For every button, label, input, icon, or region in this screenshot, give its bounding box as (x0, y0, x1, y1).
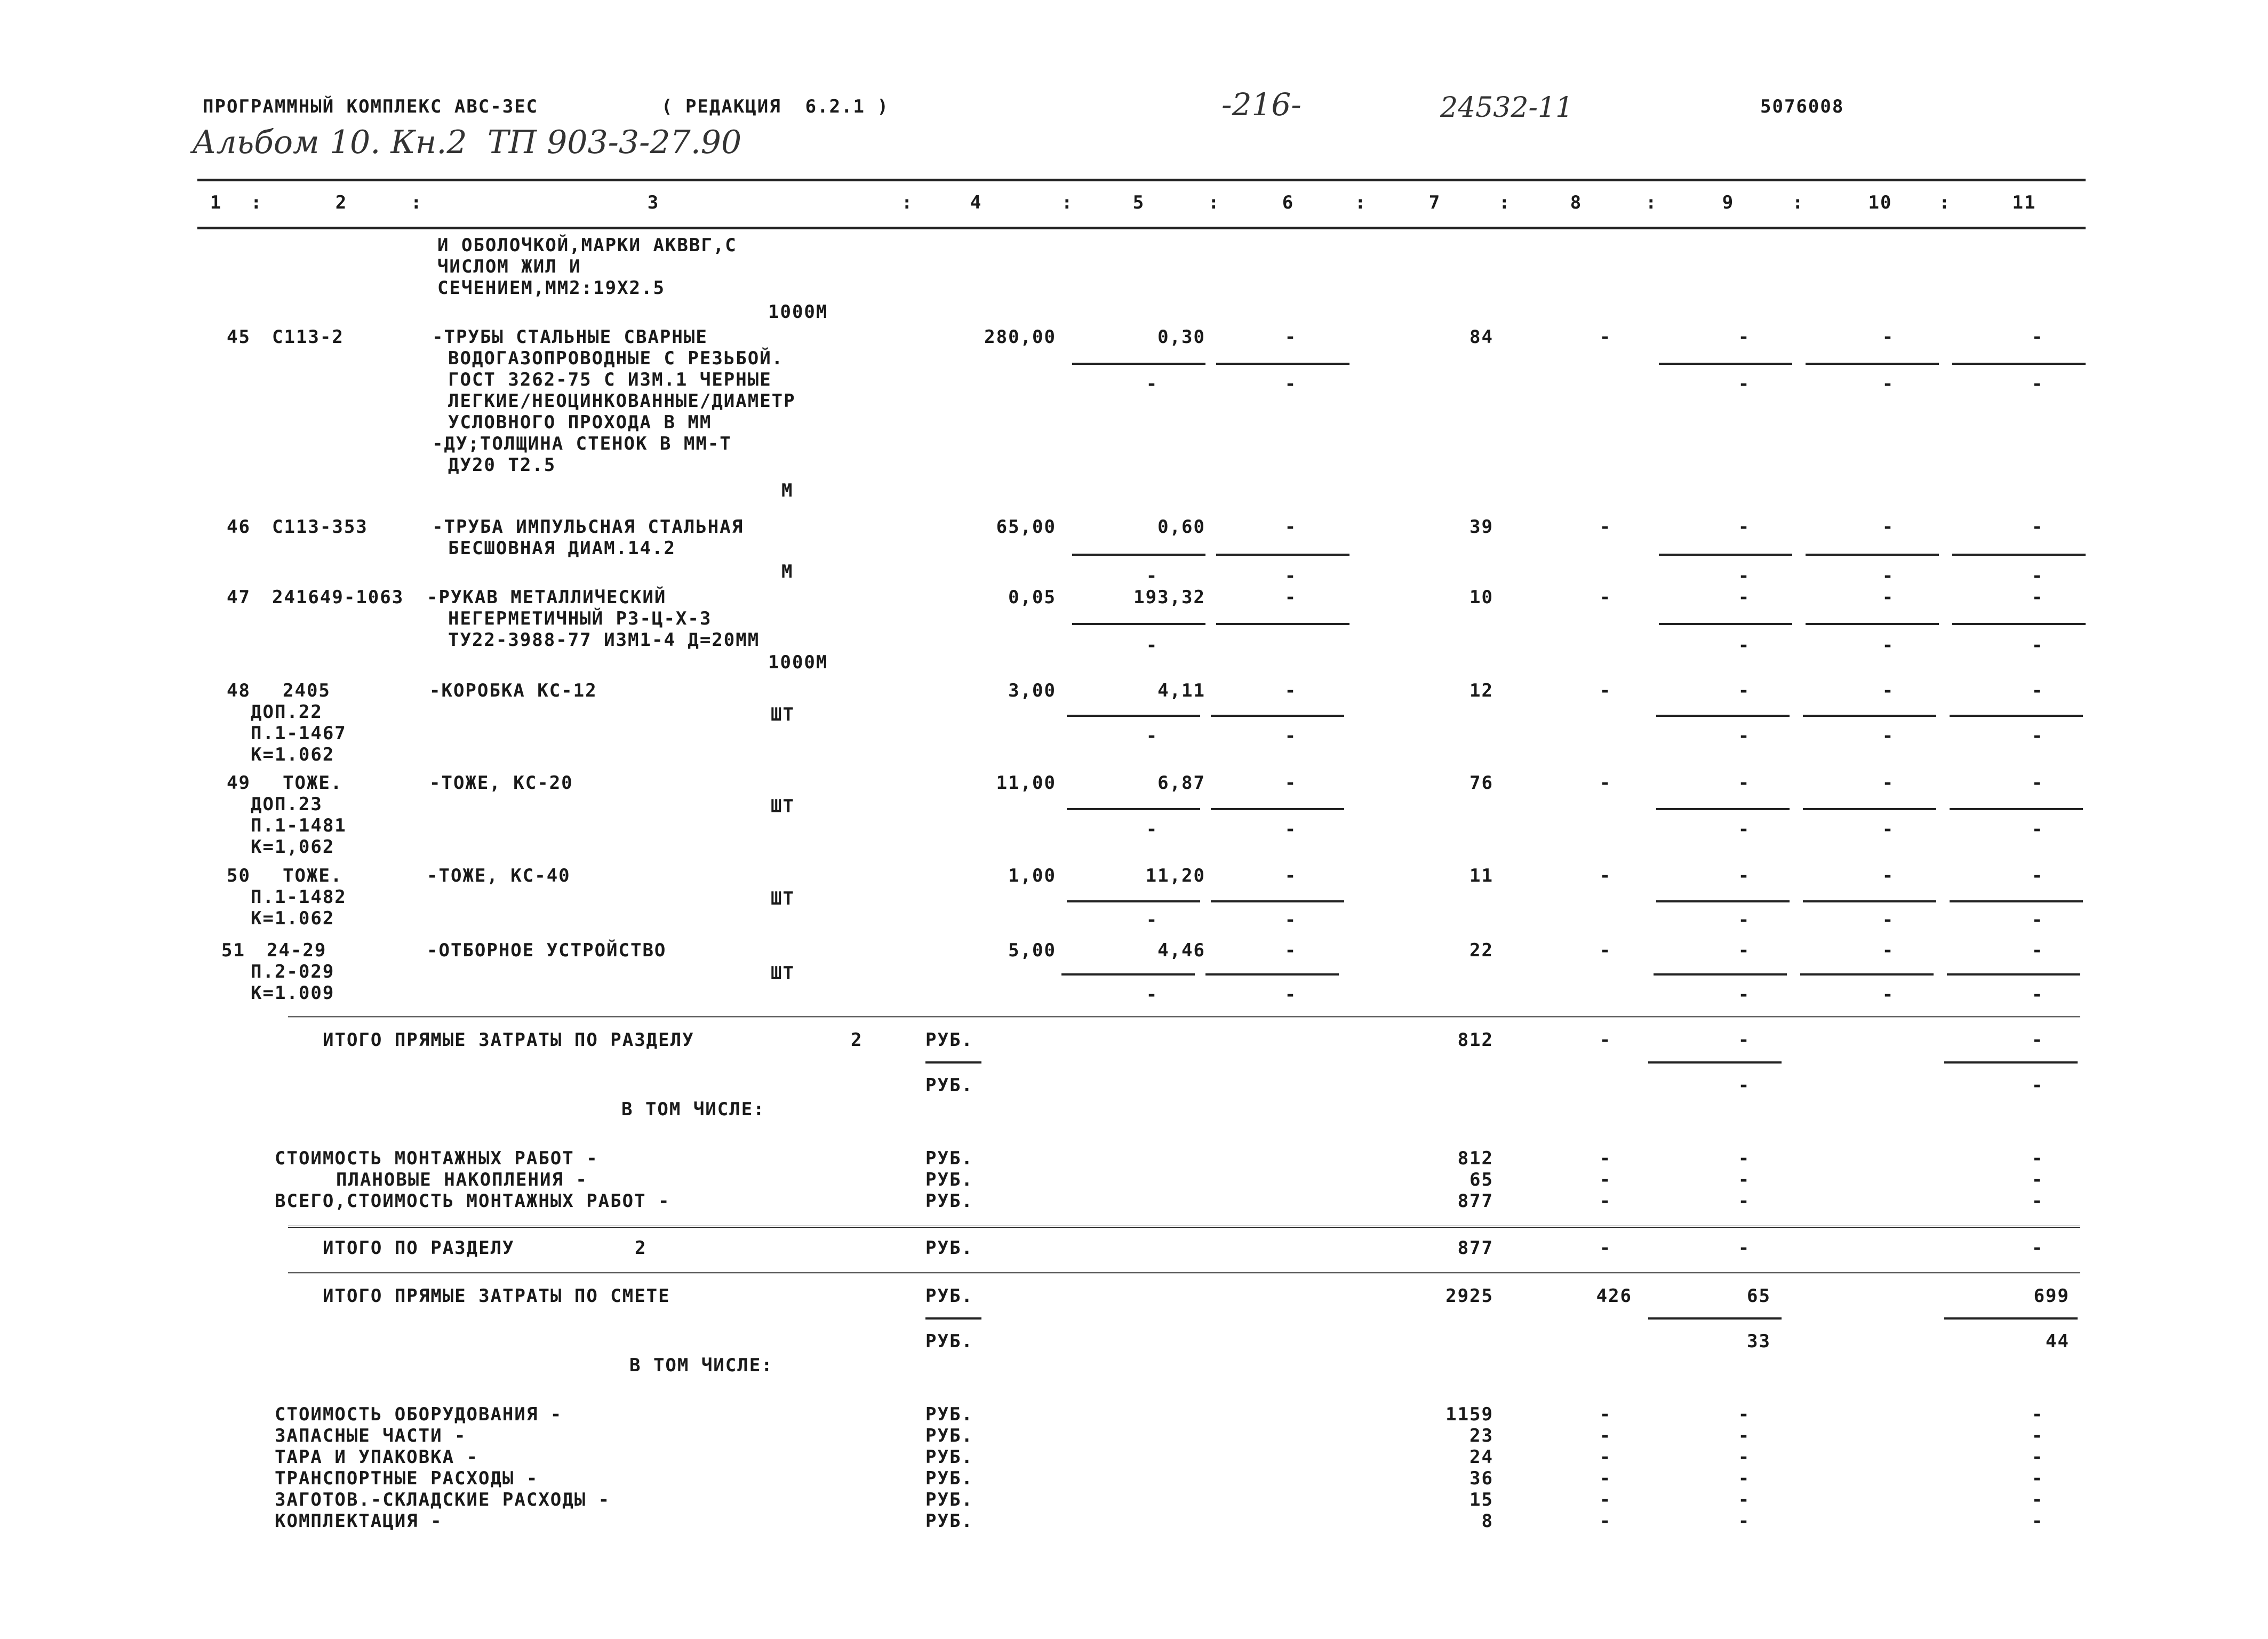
cell-underline (1654, 973, 1787, 976)
item-code-line: К=1.062 (251, 908, 335, 929)
cell-secondary: - (1882, 909, 1895, 931)
item-description-line: -ТРУБЫ СТАЛЬНЫЕ СВАРНЫЕ (432, 326, 708, 348)
cell-secondary: 44 (2046, 1331, 2070, 1352)
item-unit: ШТ (771, 704, 795, 725)
cell-col10: - (1882, 865, 1895, 886)
column-header: 6 (1282, 192, 1295, 213)
document-number: 24532-11 (1440, 92, 1574, 124)
breakdown-unit: РУБ. (925, 1169, 973, 1190)
section-total-col9: - (1738, 1237, 1751, 1259)
estimate-total-unit: РУБ. (925, 1331, 973, 1352)
breakdown-col8: - (1599, 1148, 1612, 1169)
breakdown-label: ТАРА И УПАКОВКА - (275, 1446, 478, 1468)
cell-col6: - (1284, 772, 1297, 794)
cell-underline (1659, 554, 1792, 556)
item-description-line: -РУКАВ МЕТАЛЛИЧЕСКИЙ (427, 587, 667, 608)
cell-underline (1067, 808, 1200, 810)
cell-secondary: - (1738, 373, 1751, 395)
cell-col9: - (1738, 772, 1751, 794)
breakdown-label: ПЛАНОВЫЕ НАКОПЛЕНИЯ - (336, 1169, 588, 1190)
cell-secondary: - (1882, 725, 1895, 747)
item-quantity: 11,00 (996, 772, 1056, 794)
item-description-line: УСЛОВНОГО ПРОХОДА В ММ (448, 412, 712, 433)
summary-label: ИТОГО ПРЯМЫЕ ЗАТРАТЫ ПО РАЗДЕЛУ (323, 1029, 694, 1051)
item-description-line: НЕГЕРМЕТИЧНЫЙ РЗ-Ц-Х-3 (448, 608, 712, 629)
item-code-line: ТОЖЕ. (283, 865, 343, 886)
estimate-total-unit: РУБ. (925, 1285, 973, 1307)
cell-secondary: - (1738, 984, 1751, 1005)
cell-col8: - (1599, 772, 1612, 794)
section-total-col7: 877 (1457, 1237, 1494, 1259)
column-header: 10 (1868, 192, 1892, 213)
item-unit: 1000М (768, 301, 828, 323)
column-header: 5 (1132, 192, 1145, 213)
item-code-line: П.1-1482 (251, 886, 347, 908)
breakdown-unit: РУБ. (925, 1190, 973, 1212)
item-code-line: К=1.062 (251, 744, 335, 765)
cell-col6: - (1284, 326, 1297, 348)
item-quantity: 1,00 (1008, 865, 1056, 886)
item-quantity: 5,00 (1008, 940, 1056, 961)
cell-col9: - (1738, 865, 1751, 886)
breakdown-label: ЗАГОТОВ.-СКЛАДСКИЕ РАСХОДЫ - (275, 1489, 611, 1510)
column-header: 3 (647, 192, 660, 213)
section-number: 2 (851, 1029, 863, 1051)
summary-col11: - (2031, 1029, 2044, 1051)
cell-underline (1211, 900, 1344, 902)
cell-underline (1216, 363, 1349, 365)
item-unit: ШТ (771, 796, 795, 817)
item-description-line: -ДУ;ТОЛЩИНА СТЕНОК В ММ-Т (432, 433, 732, 454)
breakdown-col8: - (1599, 1169, 1612, 1190)
breakdown-label: СТОИМОСТЬ ОБОРУДОВАНИЯ - (275, 1404, 563, 1425)
breakdown-label: ВСЕГО,СТОИМОСТЬ МОНТАЖНЫХ РАБОТ - (275, 1190, 670, 1212)
cell-col6: - (1284, 516, 1297, 538)
cell-underline (1952, 554, 2086, 556)
item-total: 22 (1470, 940, 1494, 961)
item-number: 45 (227, 326, 251, 348)
cell-underline (1659, 623, 1792, 625)
item-description-line: ДУ20 Т2.5 (448, 454, 556, 476)
cell-underline (1803, 900, 1936, 902)
including-label: В ТОМ ЧИСЛЕ: (621, 1099, 765, 1120)
breakdown-col11: - (2031, 1468, 2044, 1489)
cell-col9: - (1738, 516, 1751, 538)
breakdown-col7: 65 (1470, 1169, 1494, 1190)
cell-underline (1952, 363, 2086, 365)
cell-secondary: - (2031, 635, 2044, 656)
cell-secondary: - (1284, 819, 1297, 840)
summary-unit: РУБ. (925, 1075, 973, 1096)
item-unit-price: 4,11 (1157, 680, 1205, 701)
unit-underline (925, 1061, 981, 1064)
breakdown-col9: - (1738, 1489, 1751, 1510)
header-top-rule (197, 179, 2086, 181)
breakdown-col9: - (1738, 1190, 1751, 1212)
item-total: 39 (1470, 516, 1494, 538)
cell-secondary: - (2031, 1075, 2044, 1096)
column-separator: : (1061, 192, 1074, 213)
item-total: 12 (1470, 680, 1494, 701)
summary-unit: РУБ. (925, 1029, 973, 1051)
program-title: ПРОГРАММНЫЙ КОМПЛЕКС АВС-3ЕС (203, 96, 539, 117)
item-unit: ШТ (771, 888, 795, 909)
cell-underline (1656, 715, 1790, 717)
breakdown-col7: 812 (1457, 1148, 1494, 1169)
cell-secondary: - (1738, 565, 1751, 587)
cell-col8: - (1599, 940, 1612, 961)
breakdown-label: ТРАНСПОРТНЫЕ РАСХОДЫ - (275, 1468, 539, 1489)
estimate-total-col9: 65 (1747, 1285, 1771, 1307)
breakdown-col8: - (1599, 1404, 1612, 1425)
cell-secondary: - (1738, 819, 1751, 840)
breakdown-col7: 23 (1470, 1425, 1494, 1446)
item-code-line: П.2-029 (251, 961, 335, 982)
breakdown-unit: РУБ. (925, 1446, 973, 1468)
breakdown-unit: РУБ. (925, 1510, 973, 1532)
item-unit-price: 0,30 (1157, 326, 1205, 348)
breakdown-col7: 877 (1457, 1190, 1494, 1212)
item-total: 76 (1470, 772, 1494, 794)
breakdown-col7: 36 (1470, 1468, 1494, 1489)
cell-col9: - (1738, 326, 1751, 348)
item-description-line: СЕЧЕНИЕМ,ММ2:19Х2.5 (437, 277, 665, 299)
cell-underline (1211, 808, 1344, 810)
breakdown-col9: - (1738, 1148, 1751, 1169)
column-header: 1 (210, 192, 222, 213)
edition-label: ( РЕДАКЦИЯ 6.2.1 ) (661, 96, 889, 117)
item-description-line: И ОБОЛОЧКОЙ,МАРКИ АКВВГ,С (437, 235, 737, 256)
cell-underline (1072, 363, 1205, 365)
breakdown-col7: 15 (1470, 1489, 1494, 1510)
cell-secondary: - (1146, 565, 1159, 587)
estimate-total-col7: 2925 (1446, 1285, 1494, 1307)
cell-secondary: - (1882, 565, 1895, 587)
cell-col10: - (1882, 326, 1895, 348)
cell-secondary: - (1146, 373, 1159, 395)
cell-secondary: - (1284, 725, 1297, 747)
breakdown-col8: - (1599, 1489, 1612, 1510)
column-separator: : (1355, 192, 1367, 213)
column-separator: : (411, 192, 423, 213)
section-rule (288, 1016, 2080, 1020)
cell-col11: - (2031, 772, 2044, 794)
item-total: 10 (1470, 587, 1494, 608)
cell-col11: - (2031, 516, 2044, 538)
column-header: 2 (335, 192, 348, 213)
breakdown-col11: - (2031, 1446, 2044, 1468)
cell-underline (1950, 900, 2083, 902)
cell-col11: - (2031, 680, 2044, 701)
cell-underline (1947, 973, 2080, 976)
cell-underline (1072, 554, 1205, 556)
breakdown-col8: - (1599, 1190, 1612, 1212)
header-bottom-rule (197, 227, 2086, 229)
item-description-line: БЕСШОВНАЯ ДИАМ.14.2 (448, 538, 676, 559)
page-number: -216- (1221, 86, 1301, 123)
column-separator: : (1646, 192, 1658, 213)
cell-underline (1803, 808, 1936, 810)
cell-secondary: - (2031, 909, 2044, 931)
breakdown-col9: - (1738, 1510, 1751, 1532)
cell-secondary: - (2031, 373, 2044, 395)
column-separator: : (1208, 192, 1220, 213)
column-header: 7 (1428, 192, 1441, 213)
item-number: 47 (227, 587, 251, 608)
estimate-total-col11: 699 (2033, 1285, 2070, 1307)
breakdown-col8: - (1599, 1425, 1612, 1446)
breakdown-col8: - (1599, 1468, 1612, 1489)
breakdown-col8: - (1599, 1446, 1612, 1468)
column-separator: : (1939, 192, 1951, 213)
cell-col9: - (1738, 680, 1751, 701)
breakdown-label: СТОИМОСТЬ МОНТАЖНЫХ РАБОТ - (275, 1148, 598, 1169)
item-unit: 1000М (768, 652, 828, 673)
breakdown-col11: - (2031, 1489, 2044, 1510)
cell-secondary: - (2031, 565, 2044, 587)
item-description-line: -КОРОБКА КС-12 (429, 680, 597, 701)
cell-secondary: - (1146, 635, 1159, 656)
cell-col6: - (1284, 940, 1297, 961)
cell-secondary: - (1284, 565, 1297, 587)
breakdown-unit: РУБ. (925, 1148, 973, 1169)
item-code-line: ДОП.22 (251, 701, 323, 723)
item-number: 48 (227, 680, 251, 701)
cell-secondary: - (1738, 635, 1751, 656)
cell-underline (1806, 554, 1939, 556)
item-description-line: -ОТБОРНОЕ УСТРОЙСТВО (427, 940, 667, 961)
cell-underline (1205, 973, 1339, 976)
item-unit-price: 6,87 (1157, 772, 1205, 794)
breakdown-col11: - (2031, 1148, 2044, 1169)
cell-underline (1950, 715, 2083, 717)
breakdown-label: ЗАПАСНЫЕ ЧАСТИ - (275, 1425, 467, 1446)
estimate-total-col8: 426 (1596, 1285, 1632, 1307)
cell-col8: - (1599, 587, 1612, 608)
cell-col8: - (1599, 680, 1612, 701)
item-quantity: 3,00 (1008, 680, 1056, 701)
cell-underline (1800, 973, 1934, 976)
cell-secondary: - (1146, 819, 1159, 840)
cell-underline (1656, 808, 1790, 810)
item-code-line: 2405 (283, 680, 331, 701)
cell-col9: - (1738, 587, 1751, 608)
breakdown-col9: - (1738, 1404, 1751, 1425)
cell-col10: - (1882, 680, 1895, 701)
breakdown-unit: РУБ. (925, 1425, 973, 1446)
item-number: 50 (227, 865, 251, 886)
cell-underline (1216, 623, 1349, 625)
summary-col8: - (1599, 1029, 1612, 1051)
item-description-line: ЧИСЛОМ ЖИЛ И (437, 256, 581, 277)
cell-underline (1211, 715, 1344, 717)
item-total: 11 (1470, 865, 1494, 886)
section-total-col11: - (2031, 1237, 2044, 1259)
breakdown-col9: - (1738, 1468, 1751, 1489)
cell-col6: - (1284, 680, 1297, 701)
cell-underline (1806, 363, 1939, 365)
cell-col8: - (1599, 865, 1612, 886)
cell-secondary: - (1146, 725, 1159, 747)
breakdown-col7: 1159 (1446, 1404, 1494, 1425)
item-unit: М (781, 480, 794, 501)
cell-col11: - (2031, 865, 2044, 886)
breakdown-col9: - (1738, 1169, 1751, 1190)
cell-underline (1061, 973, 1195, 976)
item-description-line: ВОДОГАЗОПРОВОДНЫЕ С РЕЗЬБОЙ. (448, 348, 784, 369)
cell-secondary: - (1738, 909, 1751, 931)
cell-col10: - (1882, 772, 1895, 794)
item-code-line: 241649-1063 (272, 587, 404, 608)
cell-secondary: - (1738, 725, 1751, 747)
cell-secondary: - (1882, 984, 1895, 1005)
cell-col11: - (2031, 587, 2044, 608)
item-description-line: -ТРУБА ИМПУЛЬСНАЯ СТАЛЬНАЯ (432, 516, 744, 538)
breakdown-col11: - (2031, 1425, 2044, 1446)
section-rule (288, 1226, 2080, 1230)
cell-underline (1656, 900, 1790, 902)
including-label: В ТОМ ЧИСЛЕ: (629, 1355, 773, 1376)
column-header: 8 (1570, 192, 1583, 213)
item-code-line: К=1,062 (251, 836, 335, 858)
breakdown-unit: РУБ. (925, 1468, 973, 1489)
column-separator: : (1499, 192, 1511, 213)
cell-underline (1072, 623, 1205, 625)
section-rule (288, 1272, 2080, 1276)
cell-underline (1648, 1317, 1782, 1320)
breakdown-col7: 8 (1481, 1510, 1494, 1532)
item-description-line: ЛЕГКИЕ/НЕОЦИНКОВАННЫЕ/ДИАМЕТР (448, 390, 796, 412)
column-header: 9 (1722, 192, 1735, 213)
item-unit-price: 11,20 (1145, 865, 1205, 886)
section-number: 2 (635, 1237, 647, 1259)
column-separator: : (251, 192, 263, 213)
breakdown-col11: - (2031, 1169, 2044, 1190)
cell-col6: - (1284, 587, 1297, 608)
cell-col10: - (1882, 516, 1895, 538)
cell-col10: - (1882, 587, 1895, 608)
item-description-line: -ТОЖЕ, КС-40 (427, 865, 571, 886)
cell-col8: - (1599, 516, 1612, 538)
cell-secondary: - (1146, 984, 1159, 1005)
cell-underline (1806, 623, 1939, 625)
item-code-line: П.1-1467 (251, 723, 347, 744)
item-description-line: ГОСТ 3262-75 С ИЗМ.1 ЧЕРНЫЕ (448, 369, 772, 390)
item-unit-price: 193,32 (1133, 587, 1205, 608)
cell-col10: - (1882, 940, 1895, 961)
cell-underline (1950, 808, 2083, 810)
cell-col11: - (2031, 940, 2044, 961)
item-quantity: 65,00 (996, 516, 1056, 538)
item-total: 84 (1470, 326, 1494, 348)
album-reference: Альбом 10. Кн.2 ТП 903-3-27.90 (192, 124, 742, 161)
breakdown-col8: - (1599, 1510, 1612, 1532)
item-description-line: ТУ22-3988-77 ИЗМ1-4 Д=20ММ (448, 629, 760, 651)
item-unit: ШТ (771, 963, 795, 984)
column-separator: : (1792, 192, 1804, 213)
item-quantity: 0,05 (1008, 587, 1056, 608)
item-code-line: П.1-1481 (251, 815, 347, 836)
section-total-unit: РУБ. (925, 1237, 973, 1259)
item-quantity: 280,00 (984, 326, 1056, 348)
unit-underline (925, 1317, 981, 1320)
breakdown-unit: РУБ. (925, 1489, 973, 1510)
breakdown-col11: - (2031, 1404, 2044, 1425)
column-header: 4 (970, 192, 983, 213)
breakdown-unit: РУБ. (925, 1404, 973, 1425)
estimate-total-label: ИТОГО ПРЯМЫЕ ЗАТРАТЫ ПО СМЕТЕ (323, 1285, 670, 1307)
item-unit-price: 0,60 (1157, 516, 1205, 538)
breakdown-col7: 24 (1470, 1446, 1494, 1468)
breakdown-col11: - (2031, 1510, 2044, 1532)
cell-underline (1944, 1061, 2078, 1064)
cell-secondary: 33 (1747, 1331, 1771, 1352)
cell-secondary: - (1284, 373, 1297, 395)
cell-secondary: - (2031, 984, 2044, 1005)
item-description-line: -ТОЖЕ, КС-20 (429, 772, 573, 794)
item-code-line: К=1.009 (251, 982, 335, 1004)
cell-secondary: - (2031, 725, 2044, 747)
cell-col9: - (1738, 940, 1751, 961)
column-separator: : (901, 192, 914, 213)
item-number: 46 (227, 516, 251, 538)
cell-underline (1648, 1061, 1782, 1064)
summary-col9: - (1738, 1029, 1751, 1051)
cell-underline (1952, 623, 2086, 625)
cell-col6: - (1284, 865, 1297, 886)
section-total-label: ИТОГО ПО РАЗДЕЛУ (323, 1237, 515, 1259)
cell-underline (1067, 715, 1200, 717)
cell-underline (1659, 363, 1792, 365)
section-total-col8: - (1599, 1237, 1612, 1259)
cell-secondary: - (1284, 984, 1297, 1005)
column-header: 11 (2012, 192, 2037, 213)
cell-col11: - (2031, 326, 2044, 348)
cell-underline (1803, 715, 1936, 717)
item-unit: М (781, 561, 794, 582)
cell-secondary: - (1882, 635, 1895, 656)
item-code-line: 24-29 (267, 940, 327, 961)
cell-secondary: - (2031, 819, 2044, 840)
item-code-line: С113-2 (272, 326, 344, 348)
cell-secondary: - (1882, 373, 1895, 395)
cell-secondary: - (1146, 909, 1159, 931)
cell-col8: - (1599, 326, 1612, 348)
breakdown-col9: - (1738, 1425, 1751, 1446)
cell-secondary: - (1738, 1075, 1751, 1096)
item-number: 51 (221, 940, 245, 961)
cell-underline (1944, 1317, 2078, 1320)
cell-underline (1067, 900, 1200, 902)
summary-col7: 812 (1457, 1029, 1494, 1051)
cell-underline (1216, 554, 1349, 556)
item-code-line: ДОП.23 (251, 794, 323, 815)
breakdown-label: КОМПЛЕКТАЦИЯ - (275, 1510, 443, 1532)
item-number: 49 (227, 772, 251, 794)
program-code: 5076008 (1760, 96, 1844, 117)
cell-secondary: - (1882, 819, 1895, 840)
breakdown-col11: - (2031, 1190, 2044, 1212)
item-code-line: ТОЖЕ. (283, 772, 343, 794)
cell-secondary: - (1284, 909, 1297, 931)
item-code-line: С113-353 (272, 516, 368, 538)
breakdown-col9: - (1738, 1446, 1751, 1468)
item-unit-price: 4,46 (1157, 940, 1205, 961)
